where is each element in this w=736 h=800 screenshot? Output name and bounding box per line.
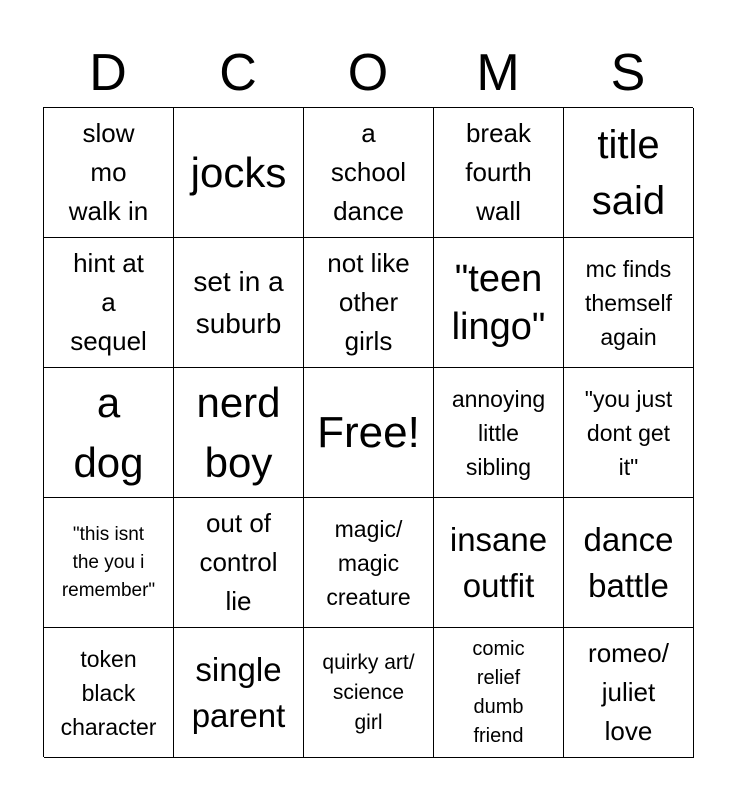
cell-label: quirky art/ science girl — [322, 650, 415, 734]
cell-label: mc finds themself again — [585, 255, 672, 350]
cell-label: "you just dont get it" — [584, 385, 673, 480]
bingo-cell[interactable] — [434, 628, 564, 758]
cell-label: not like other girls — [327, 248, 410, 356]
bingo-cell[interactable] — [174, 368, 304, 498]
bingo-cell[interactable] — [434, 238, 564, 368]
bingo-cell[interactable] — [44, 238, 174, 368]
bingo-cell[interactable] — [174, 108, 304, 238]
cell-label: single parent — [191, 650, 286, 734]
bingo-cell[interactable] — [304, 628, 434, 758]
cell-label: a school dance — [330, 118, 407, 226]
header-letter-o: O — [347, 44, 389, 102]
free-space-label: Free! — [317, 407, 420, 457]
cell-label: annoying little sibling — [451, 385, 546, 480]
header-letter-c: C — [219, 44, 257, 102]
bingo-cell[interactable] — [44, 368, 174, 498]
bingo-cell[interactable] — [564, 108, 694, 238]
bingo-cell[interactable] — [564, 238, 694, 368]
cell-label: title said — [591, 122, 666, 223]
bingo-cell[interactable] — [304, 238, 434, 368]
cell-label: token black character — [60, 645, 157, 740]
cell-label: romeo/ juliet love — [588, 638, 669, 746]
cell-label: slow mo walk in — [68, 118, 149, 226]
cell-label: comic relief dumb friend — [472, 637, 525, 747]
cell-label: break fourth wall — [465, 118, 532, 226]
cell-label: out of control lie — [199, 508, 278, 616]
bingo-header — [43, 40, 693, 106]
cell-label: insane outfit — [449, 520, 548, 604]
bingo-cell[interactable] — [174, 628, 304, 758]
cell-label: jocks — [190, 148, 287, 196]
bingo-cell[interactable] — [434, 498, 564, 628]
bingo-cell[interactable] — [434, 368, 564, 498]
bingo-cell[interactable] — [174, 498, 304, 628]
cell-label: dance battle — [583, 520, 674, 604]
cell-label: magic/ magic creature — [326, 515, 411, 610]
bingo-cell[interactable] — [564, 368, 694, 498]
cell-label: "teen lingo" — [451, 257, 546, 348]
header-letter-m: M — [476, 44, 520, 102]
bingo-cell[interactable] — [304, 498, 434, 628]
bingo-cell[interactable] — [564, 498, 694, 628]
bingo-cell[interactable] — [304, 108, 434, 238]
bingo-cell[interactable] — [44, 498, 174, 628]
bingo-cell[interactable] — [434, 108, 564, 238]
bingo-cell[interactable] — [564, 628, 694, 758]
cell-label: "this isnt the you i remember" — [61, 523, 156, 601]
cell-label: set in a suburb — [193, 265, 284, 339]
bingo-cell[interactable] — [44, 628, 174, 758]
bingo-cell[interactable] — [44, 108, 174, 238]
cell-label: nerd boy — [196, 378, 281, 486]
header-letter-s: S — [610, 44, 646, 102]
bingo-board — [43, 107, 693, 757]
free-space-cell[interactable] — [304, 368, 434, 498]
cell-label: hint at a sequel — [70, 248, 147, 356]
bingo-cell[interactable] — [174, 238, 304, 368]
header-letter-d: D — [89, 44, 127, 102]
cell-label: a dog — [73, 378, 144, 486]
